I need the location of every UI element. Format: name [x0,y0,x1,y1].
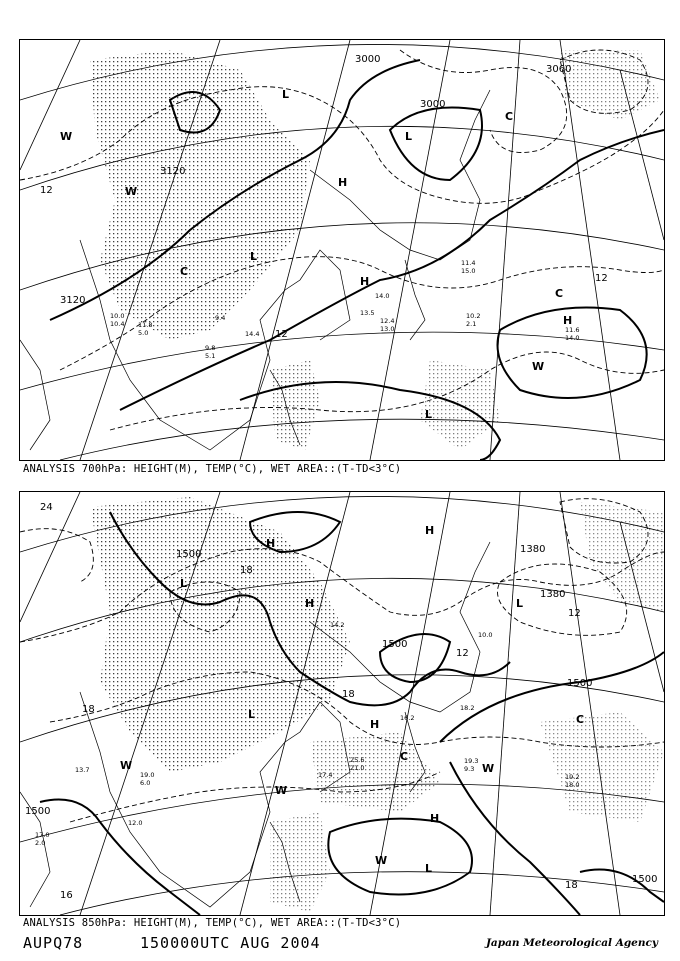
symbol-l: L [250,250,258,263]
station-value: 11.4 [461,259,476,267]
temp-label: 18 [342,689,355,700]
temp-label: 18 [240,565,253,576]
symbol-h: H [563,314,573,327]
valid-time: 150000UTC AUG 2004 [140,934,321,952]
symbol-w: W [482,762,495,775]
station-value: 13.5 [360,309,375,317]
height-label: 1500 [632,874,658,885]
map-panel-700hpa [19,39,665,461]
station-value: 14.4 [245,330,260,338]
map-panel-850hpa [19,491,665,916]
station-value: 18.2 [460,704,475,712]
symbol-h: H [425,524,435,537]
height-label: 1380 [540,589,566,600]
station-value: 25.6 [350,756,365,764]
height-label: 1380 [520,544,546,555]
symbol-h: H [305,597,315,610]
station-value: 14.0 [375,292,390,300]
station-value: 13.7 [75,766,90,774]
height-label: 3120 [60,295,86,306]
station-value: 21.0 [350,764,365,772]
symbol-w: W [125,185,138,198]
station-value: 10.2 [466,312,481,320]
symbol-h: H [338,176,348,189]
symbol-w: W [275,784,288,797]
station-value: 6.0 [140,779,151,787]
symbol-l: L [425,862,433,875]
wet-area [540,712,664,822]
symbol-l: L [180,577,188,590]
map-700hpa [20,40,664,460]
height-label: 3000 [420,99,446,110]
chart-code: AUPQ78 [23,934,84,952]
station-value: 11.8 [138,321,153,329]
symbol-h: H [370,718,380,731]
station-value: 2.1 [466,320,477,328]
symbol-w: W [120,759,133,772]
symbol-h: H [360,275,370,288]
symbol-l: L [282,88,290,101]
caption-700hpa: ANALYSIS 700hPa: HEIGHT(M), TEMP(°C), WET AREA::(T-TD<3°C) [23,463,402,475]
symbol-c: C [505,110,514,123]
station-value: 10.0 [478,631,493,639]
station-value: 9.3 [464,765,475,773]
temp-label: 12 [456,648,469,659]
station-value: 19.3 [464,757,479,765]
wet-area [270,812,330,912]
symbol-c: C [555,287,564,300]
symbol-w: W [375,854,388,867]
temp-label: 12 [40,185,53,196]
symbol-l: L [405,130,413,143]
station-value: 11.6 [565,326,580,334]
wet-area [270,360,320,450]
temp-label: 12 [568,608,581,619]
symbol-w: W [532,360,545,373]
temp-label: 18 [565,880,578,891]
symbol-h: H [266,537,276,550]
station-value: 12.4 [380,317,395,325]
station-value: 16.2 [400,714,415,722]
station-value: 14.2 [330,621,345,629]
caption-850hpa: ANALYSIS 850hPa: HEIGHT(M), TEMP(°C), WET AREA::(T-TD<3°C) [23,917,402,929]
station-value: 18.0 [565,781,580,789]
temp-label: 24 [40,502,53,513]
height-label: 3000 [355,54,381,65]
symbol-c: C [400,750,409,763]
station-value: 5.1 [205,352,216,360]
symbol-w: W [60,130,73,143]
station-value: 5.0 [138,329,149,337]
temp-label: 16 [60,890,73,901]
station-value: 14.0 [565,334,580,342]
station-value: 12.0 [128,819,143,827]
symbol-c: C [576,713,585,726]
height-label: 1500 [25,806,51,817]
symbol-h: H [430,812,440,825]
station-value: 9.4 [215,314,226,322]
temp-label: 18 [82,704,95,715]
symbol-l: L [248,708,256,721]
height-label: 1500 [176,549,202,560]
height-label: 3060 [546,64,572,75]
station-value: 17.0 [35,831,50,839]
symbol-l: L [425,408,433,421]
map-850hpa [20,492,664,915]
station-value: 10.0 [110,312,125,320]
station-value: 9.8 [205,344,216,352]
wet-area [560,50,660,120]
station-value: 2.0 [35,839,46,847]
symbol-l: L [516,597,524,610]
station-value: 13.0 [380,325,395,333]
agency-credit: Japan Meteorological Agency [485,937,658,949]
station-value: 10.4 [110,320,125,328]
station-value: 19.2 [565,773,580,781]
height-label: 1500 [567,678,593,689]
temp-label: 12 [275,329,288,340]
wet-area [90,497,350,772]
height-label: 3120 [160,166,186,177]
station-value: 19.0 [140,771,155,779]
station-value: 15.0 [461,267,476,275]
height-label: 1500 [382,639,408,650]
temp-label: 12 [595,273,608,284]
station-value: 17.4 [318,771,333,779]
symbol-c: C [180,265,189,278]
